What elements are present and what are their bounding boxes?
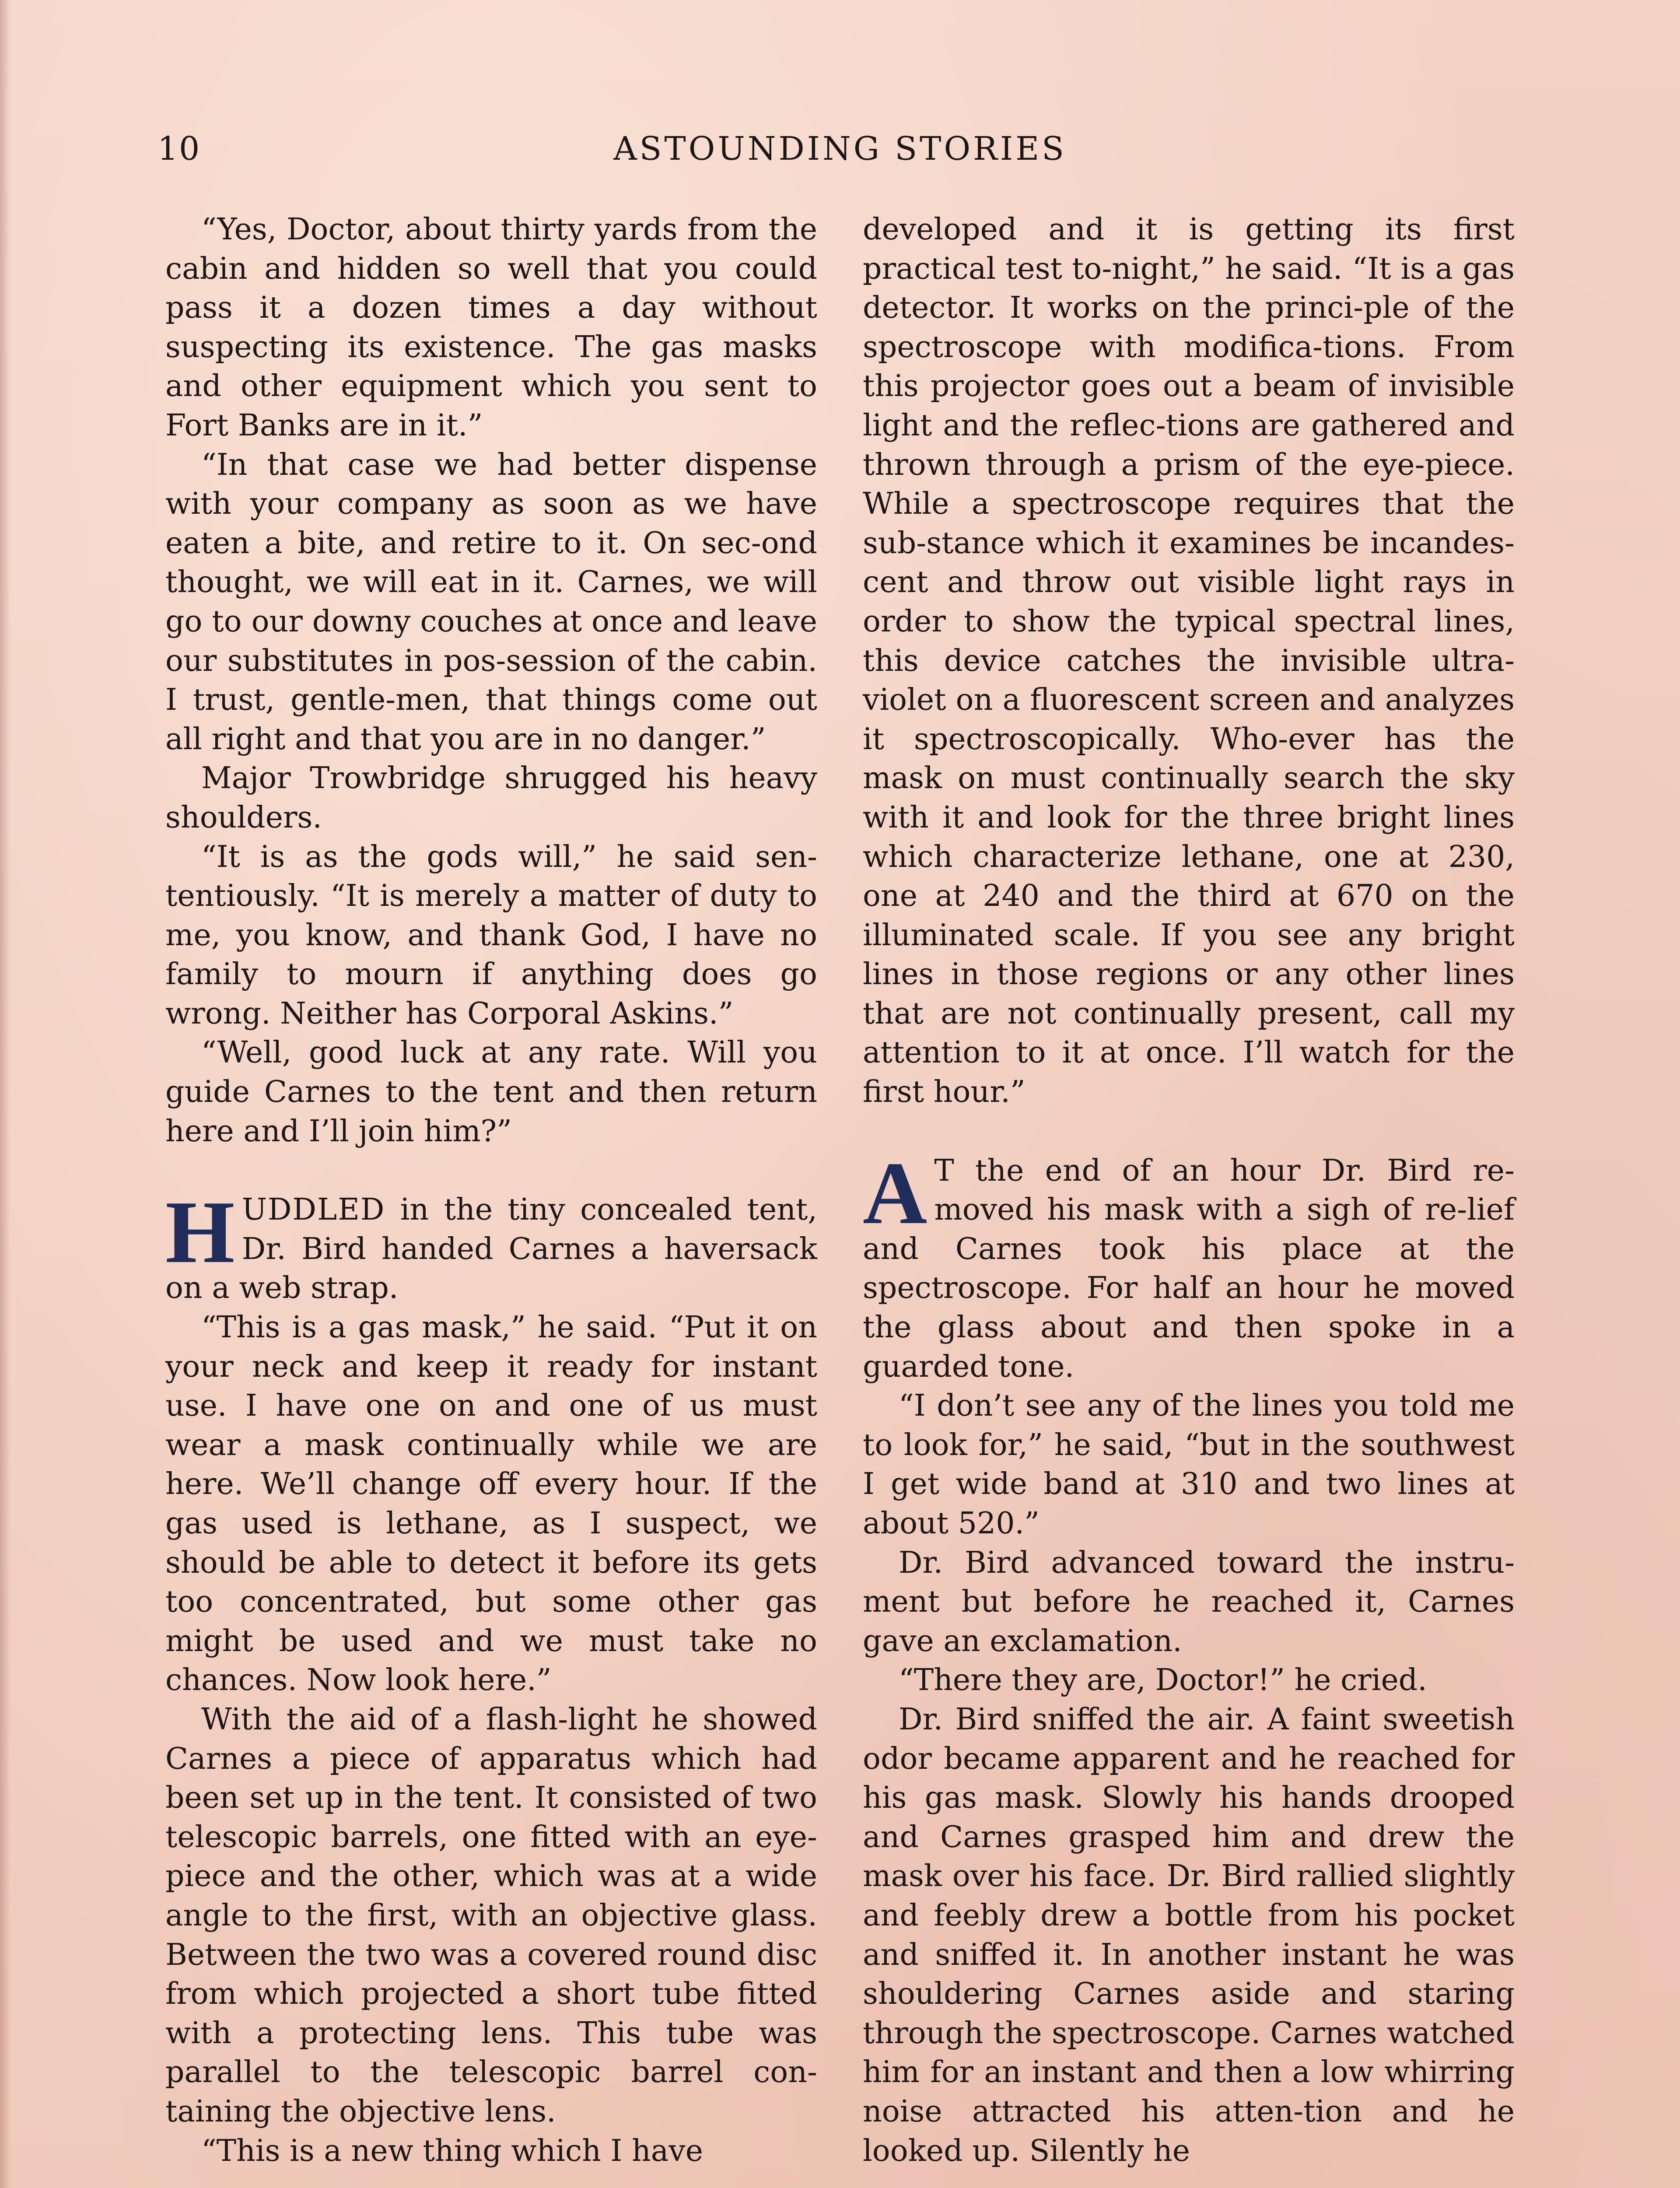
paragraph: “There they are, Doctor!” he cried. <box>899 1663 1427 1698</box>
running-head <box>158 125 1522 173</box>
opening-text: T the end of an hour Dr. Bird re-moved his mask with a sigh of re-lief and Carnes took his place at the spectroscope. For half an hour he moved the glass about and then spoke in a guarded tone. <box>863 1153 1515 1384</box>
paragraph: “Well, good luck at any rate. Will you guide Carnes to the tent and then return here and I’ll join him?” <box>165 1035 817 1149</box>
paragraph: Dr. Bird sniffed the air. A faint sweetish odor became apparent and he reached for his gas mask. Slowly his hands drooped and Carnes grasped him and drew the mask over his face. Dr. Bird rallied slightly and feebly drew a bottle from his pocket and sniffed it. In another instant he was shouldering Carnes aside and staring through the spectroscope. Carnes watched him for an instant and then a low whirring noise attracted his atten-tion and he looked up. Silently he <box>863 1702 1515 2168</box>
paragraph: “In that case we had better dispense with your company as soon as we have eaten a bite, and retire to it. On sec-ond thought, we will eat in it. Carnes, we will go to our downy couches at once and leave our substitutes in pos-session of the cabin. I trust, gentle-men, that things come out all right and that you are in no danger.” <box>165 447 817 757</box>
right-column <box>863 210 1515 2170</box>
drop-cap: A <box>863 1143 928 1243</box>
paragraph: “This is a new thing which I have <box>201 2133 703 2168</box>
section-break <box>863 1112 1515 1151</box>
paragraph: “It is as the gods will,” he said sen-tentiously. “It is merely a matter of duty to me, you know, and thank God, I have no family to mourn if anything does go wrong. Neither has Corporal Askins.” <box>165 839 817 1031</box>
paragraph: “Yes, Doctor, about thirty yards from the cabin and hidden so well that you could pass it a dozen times a day without suspecting its existence. The gas masks and other equipment which you sent to Fort Banks are in it.” <box>165 212 817 443</box>
left-column <box>165 210 817 2170</box>
lead-word: UDDLED <box>242 1192 385 1227</box>
page-number: 10 <box>158 130 201 168</box>
paragraph: With the aid of a flash-light he showed Carnes a piece of apparatus which had been set up in the tent. It consisted of two telescopic barrels, one fitted with an eye-piece and the other, which was at a wide angle to the first, with an objective glass. Between the two was a covered round disc from which projected a short tube fitted with a protecting lens. This tube was parallel to the telescopic barrel con-taining the objective lens. <box>165 1702 817 2129</box>
section-opening-paragraph <box>165 1183 817 1308</box>
drop-cap: H <box>165 1183 235 1282</box>
page-edge-shadow <box>0 0 10 2188</box>
section-break <box>165 1151 817 1190</box>
paragraph: Major Trowbridge shrugged his heavy shoulders. <box>165 761 817 835</box>
paragraph: Dr. Bird advanced toward the instru-ment but before he reached it, Carnes gave an exclamation. <box>863 1545 1515 1659</box>
opening-text: in the tiny concealed tent, Dr. Bird handed Carnes a haversack on a web strap. <box>165 1192 817 1306</box>
paragraph: “I don’t see any of the lines you told me to look for,” he said, “but in the southwest I get wide band at 310 and two lines at about 520.” <box>863 1389 1515 1541</box>
continued-paragraph: developed and it is getting its first practical test to-night,” he said. “It is a gas detector. It works on the princi-ple of the spectroscope with modifica-tions. From this projector goes out a beam of invisible light and the reflec-tions are gathered and thrown through a prism of the eye-piece. While a spectroscope requires that the sub-stance which it examines be incandes-cent and throw out visible light rays in order to show the typical spectral lines, this device catches the invisible ultra-violet on a fluorescent screen and analyzes it spectroscopically. Who-ever has the mask on must continually search the sky with it and look for the three bright lines which characterize lethane, one at 230, one at 240 and the third at 670 on the illuminated scale. If you see any bright lines in those regions or any other lines that are not continually present, call my attention to it at once. I’ll watch for the first hour.” <box>863 212 1515 1110</box>
journal-title: ASTOUNDING STORIES <box>613 130 1067 168</box>
paragraph: “This is a gas mask,” he said. “Put it on your neck and keep it ready for instant use. I have one on and one of us must wear a mask continually while we are here. We’ll change off every hour. If the gas used is lethane, as I suspect, we should be able to detect it before its gets too concentrated, but some other gas might be used and we must take no chances. Now look here.” <box>165 1310 817 1698</box>
section-opening-paragraph <box>863 1143 1515 1387</box>
